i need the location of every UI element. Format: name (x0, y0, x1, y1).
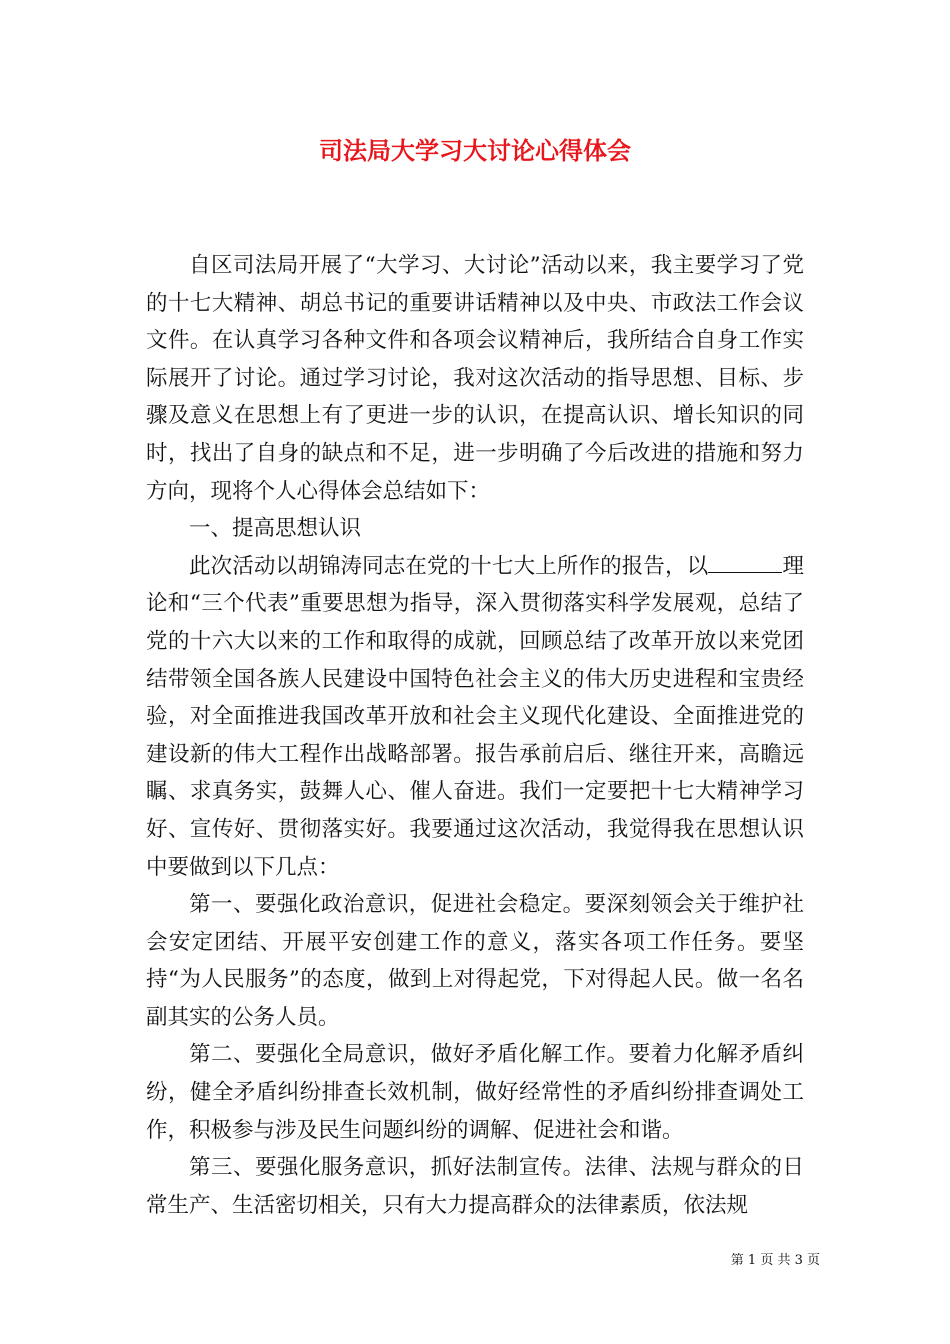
fill-in-blank (708, 571, 782, 573)
paragraph-activity-part2: 理论和“三个代表”重要思想为指导，深入贯彻落实科学发展观，总结了党的十六大以来的工作和取得的成就，回顾总结了改革开放以来党团结带领全国各族人民建设中国特色社会主义的伟大历史进程和宝贵经验，对全面推进我国改革开放和社会主义现代化建设、全面推进党的建设新的伟大工程作出战略部署。报告承前启后、继往开来，高瞻远瞩、求真务实，鼓舞人心、催人奋进。我们一定要把十七大精神学习好、宣传好、贯彻落实好。我要通过这次活动，我觉得我在思想认识中要做到以下几点： (146, 553, 804, 880)
paragraph-point-three: 第三、要强化服务意识，抓好法制宣传。法律、法规与群众的日常生产、生活密切相关，只有大力提高群众的法律素质，依法规 (146, 1155, 804, 1218)
document-title: 司法局大学习大讨论心得体会 (319, 136, 631, 165)
paragraph-intro: 自区司法局开展了“大学习、大讨论”活动以来，我主要学习了党的十七大精神、胡总书记的重要讲话精神以及中央、市政法工作会议文件。在认真学习各种文件和各项会议精神后，我所结合自身工作实际展开了讨论。通过学习讨论，我对这次活动的指导思想、目标、步骤及意义在思想上有了更进一步的认识，在提高认识、增长知识的同时，找出了自身的缺点和不足，进一步明确了今后改进的措施和努力方向，现将个人心得体会总结如下： (146, 253, 804, 504)
paragraph-point-one: 第一、要强化政治意识，促进社会稳定。要深刻领会关于维护社会安定团结、开展平安创建工作的意义，落实各项工作任务。要坚持“为人民服务”的态度，做到上对得起党，下对得起人民。做一名名副其实的公务人员。 (146, 892, 804, 1030)
document-body (146, 247, 804, 1224)
page-number: 第 1 页 共 3 页 (730, 1253, 820, 1268)
paragraph-point-two: 第二、要强化全局意识，做好矛盾化解工作。要着力化解矛盾纠纷，健全矛盾纠纷排查长效机制，做好经常性的矛盾纠纷排查调处工作，积极参与涉及民生问题纠纷的调解、促进社会和谐。 (146, 1042, 804, 1143)
paragraph-activity (146, 548, 804, 886)
paragraph-activity-part1: 此次活动以胡锦涛同志在党的十七大上所作的报告，以 (189, 553, 709, 579)
section-heading: 一、提高思想认识 (189, 516, 362, 542)
